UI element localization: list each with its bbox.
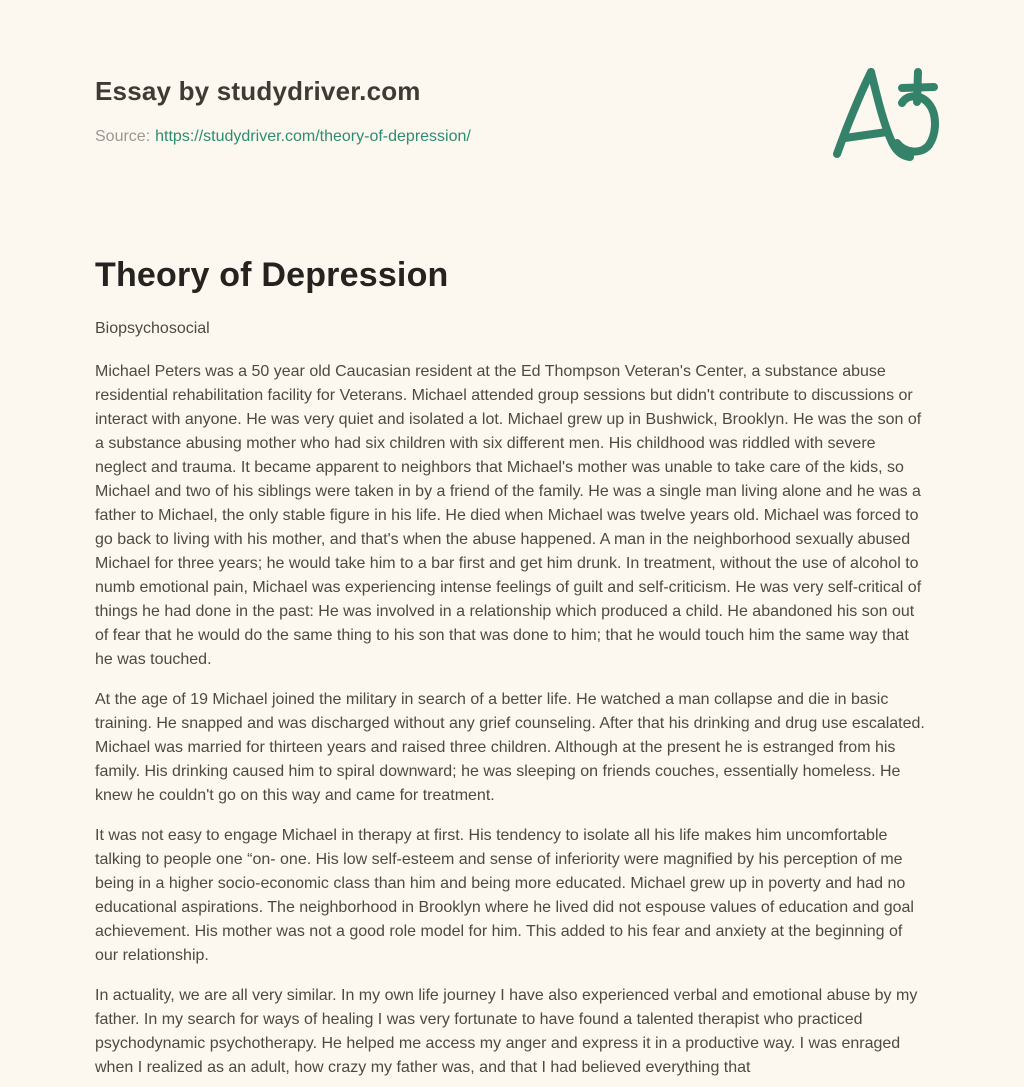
a-plus-logo-icon <box>821 60 943 168</box>
essay-subtitle: Biopsychosocial <box>95 320 210 337</box>
essay-paragraph-2: At the age of 19 Michael joined the military in search of a better life. He watched a man collapse and die in basic training. He snapped and was discharged without any grief counseling. After that his drinking and drug use escalated. Michael was married for thirteen years and raised three children. Although at the present he is estranged from his family. His drinking caused him to spiral downward; he was sleeping on friends couches, essentially homeless. He knew he couldn't go on this way and came for treatment. <box>95 691 925 804</box>
site-title: Essay by studydriver.com <box>95 76 421 106</box>
essay-body <box>95 256 929 1080</box>
source-link[interactable]: https://studydriver.com/theory-of-depression/ <box>155 128 471 145</box>
essay-paragraph-1: Michael Peters was a 50 year old Caucasian resident at the Ed Thompson Veteran's Center, a substance abuse residential rehabilitation facility for Veterans. Michael attended group sessions but didn't contribute to discussions or interact with anyone. He was very quiet and isolated a lot. Michael grew up in Bushwick, Brooklyn. He was the son of a substance abusing mother who had six children with six different men. His childhood was riddled with severe neglect and trauma. It became apparent to neighbors that Michael's mother was unable to take care of the kids, so Michael and two of his siblings were taken in by a friend of the family. He was a single man living alone and he was a father to Michael, the only stable figure in his life. He died when Michael was twelve years old. Michael was forced to go back to living with his mother, and that's when the abuse happened. A man in the neighborhood sexually abused Michael for three years; he would take him to a bar first and get him drunk. In treatment, without the use of alcohol to numb emotional pain, Michael was experiencing intense feelings of guilt and self-criticism. He was very self-critical of things he had done in the past: He was involved in a relationship which produced a child. He abandoned his son out of fear that he would do the same thing to his son that was done to him; that he would touch him the same way that he was touched. <box>95 363 922 668</box>
header-text <box>95 76 929 146</box>
source-line <box>95 128 929 146</box>
essay-paragraph-4: In actuality, we are all very similar. In my own life journey I have also experienced verbal and emotional abuse by my father. In my search for ways of healing I was very fortunate to have found a talented therapist who practiced psychodynamic psychotherapy. He helped me access my anger and express it in a productive way. I was enraged when I realized as an adult, how crazy my father was, and that I had believed everything that <box>95 987 918 1076</box>
essay-paragraph-3: It was not easy to engage Michael in therapy at first. His tendency to isolate all his life makes him uncomfortable talking to people one “on- one. His low self-esteem and sense of inferiority were magnified by his perception of me being in a higher socio-economic class than him and being more educated. Michael grew up in poverty and had no educational aspirations. The neighborhood in Brooklyn where he lived did not espouse values of education and goal achievement. His mother was not a good role model for him. This added to his fear and anxiety at the beginning of our relationship. <box>95 827 914 964</box>
source-label: Source: <box>95 128 151 145</box>
essay-title: Theory of Depression <box>95 256 449 294</box>
page-header <box>95 76 929 146</box>
